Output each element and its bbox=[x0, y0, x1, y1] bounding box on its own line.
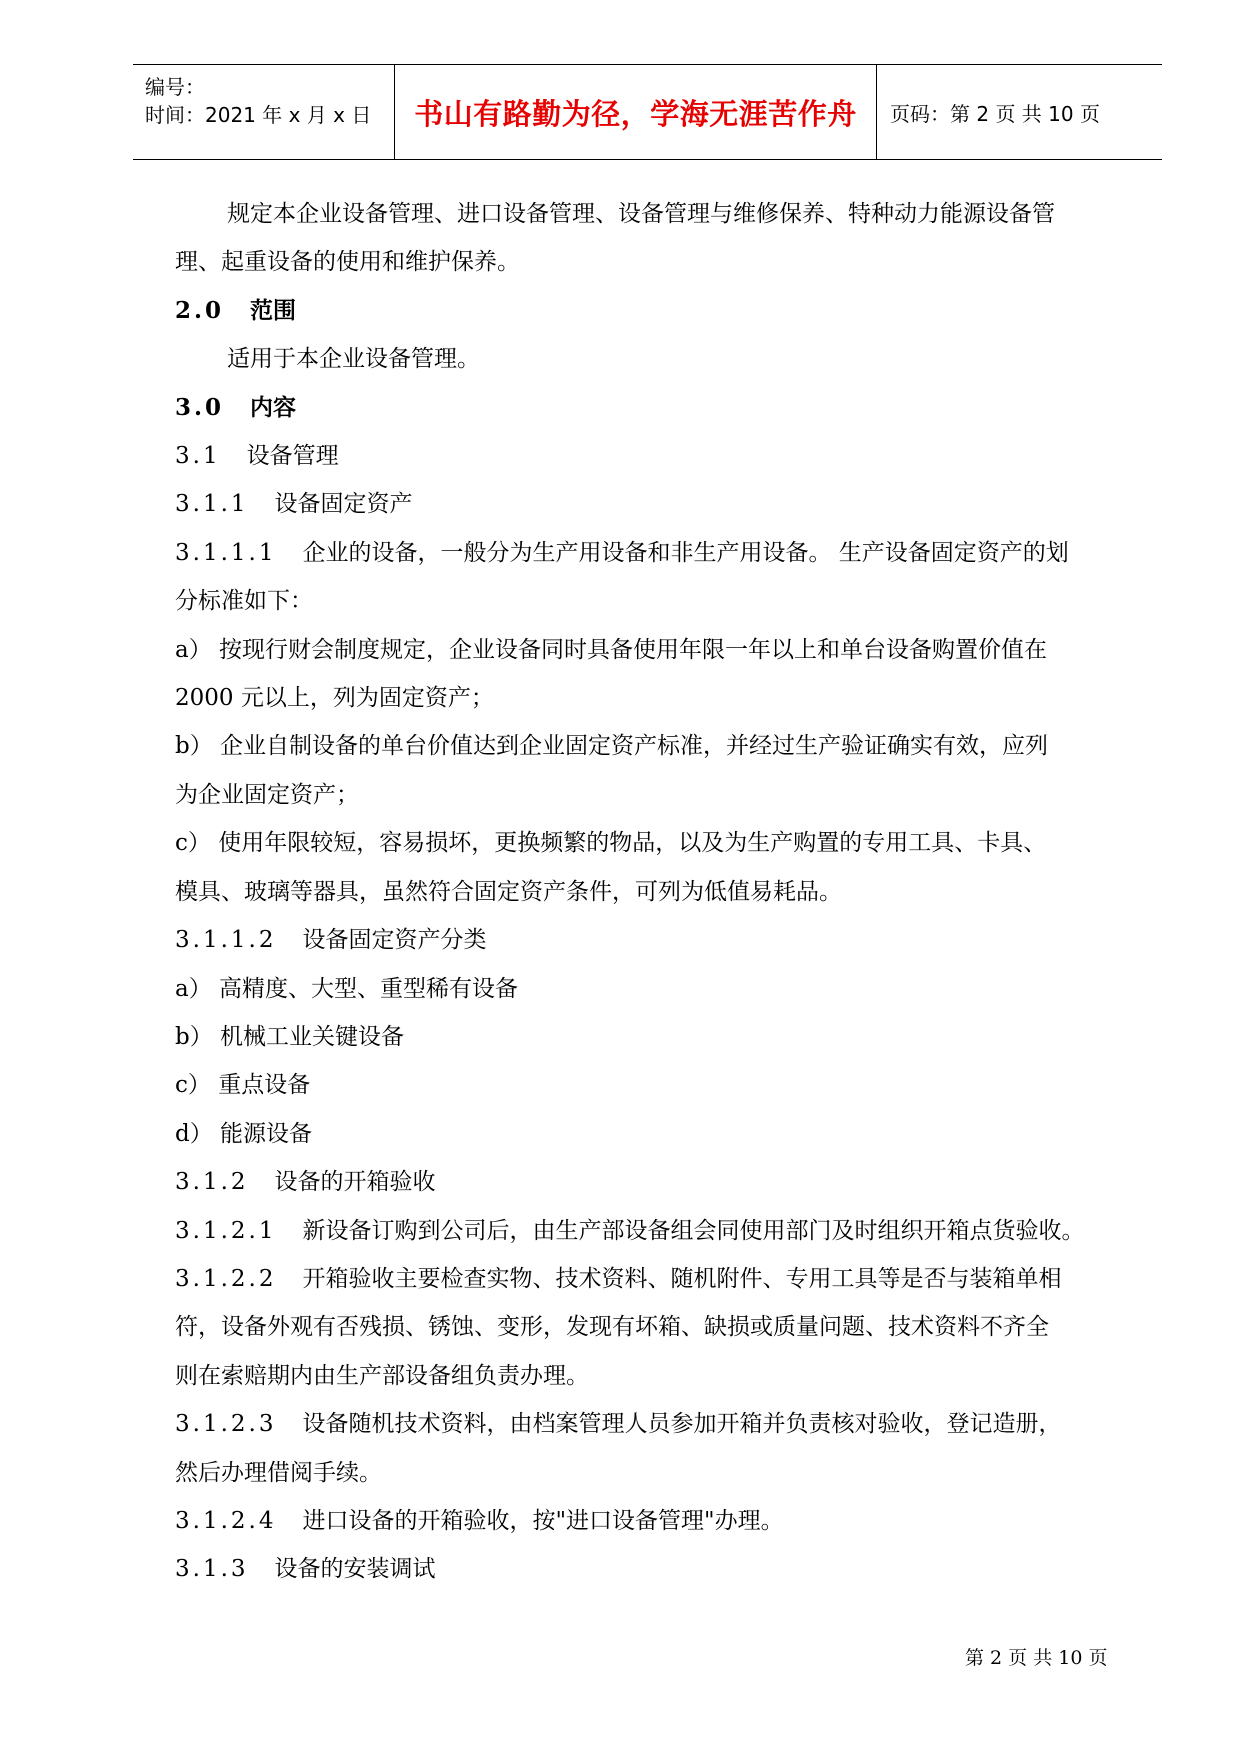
header-meta-cell bbox=[133, 65, 395, 159]
section-heading-content bbox=[175, 384, 1135, 432]
clause-number: 3.1.2.3 bbox=[175, 1411, 277, 1438]
clause-line bbox=[175, 1400, 1135, 1448]
clause-number: 3.1.1.2 bbox=[175, 927, 277, 954]
clause-line bbox=[175, 1255, 1135, 1303]
section-title: 设备管理 bbox=[246, 443, 339, 470]
paragraph-line: 规定本企业设备管理、进口设备管理、设备管理与维修保养、特种动力能源设备管 bbox=[227, 201, 1055, 227]
paragraph-line: 理、起重设备的使用和维护保养。 bbox=[175, 249, 520, 276]
document-number-label: 编号： bbox=[145, 75, 205, 99]
paragraph-line: 模具、玻璃等器具，虽然符合固定资产条件，可列为低值易耗品。 bbox=[175, 878, 842, 905]
section-number: 3.1.3 bbox=[175, 1556, 249, 1583]
section-number: 2.0 bbox=[175, 296, 225, 324]
header-page-cell bbox=[877, 65, 1162, 159]
paragraph-line: 适用于本企业设备管理。 bbox=[227, 346, 480, 373]
clause-number: 3.1.2.2 bbox=[175, 1265, 277, 1292]
list-item: b） 企业自制设备的单台价值达到企业固定资产标准，并经过生产验证确实有效，应列 bbox=[175, 733, 1049, 760]
paragraph-line: 则在索赔期内由生产部设备组负责办理。 bbox=[175, 1362, 589, 1389]
section-title: 范围 bbox=[250, 296, 297, 324]
list-item: d） 能源设备 bbox=[175, 1120, 313, 1147]
clause-text: 新设备订购到公司后，由生产部设备组会同使用部门及时组织开箱点货验收。 bbox=[302, 1217, 1085, 1244]
clause-line bbox=[175, 1497, 1135, 1545]
clause-line bbox=[175, 916, 1135, 964]
document-time-label: 时间：2021 年 x 月 x 日 bbox=[145, 103, 372, 127]
list-item: b） 机械工业关键设备 bbox=[175, 1023, 405, 1050]
page-header bbox=[133, 64, 1162, 160]
page-footer: 第 2 页 共 10 页 bbox=[965, 1647, 1108, 1669]
clause-line bbox=[175, 529, 1135, 577]
list-item: c） 重点设备 bbox=[175, 1072, 311, 1099]
paragraph-line: 然后办理借阅手续。 bbox=[175, 1459, 382, 1486]
clause-number: 3.1.1.1 bbox=[175, 539, 277, 566]
paragraph-line: 符，设备外观有否残损、锈蚀、变形，发现有坏箱、缺损或质量问题、技术资料不齐全 bbox=[175, 1314, 1049, 1341]
clause-line bbox=[175, 1207, 1135, 1255]
header-motto: 书山有路勤为径，学海无涯苦作舟 bbox=[414, 96, 857, 131]
clause-number: 3.1.2.4 bbox=[175, 1507, 277, 1534]
paragraph-line: 为企业固定资产； bbox=[175, 781, 359, 808]
section-number: 3.1 bbox=[175, 443, 221, 470]
clause-text: 开箱验收主要检查实物、技术资料、随机附件、专用工具等是否与装箱单相 bbox=[302, 1265, 1062, 1292]
list-item: a） 按现行财会制度规定，企业设备同时具备使用年限一年以上和单台设备购置价值在 bbox=[175, 636, 1048, 663]
subsection-heading bbox=[175, 1545, 1135, 1593]
header-motto-cell bbox=[395, 65, 877, 159]
section-title: 设备的安装调试 bbox=[274, 1556, 436, 1583]
clause-text: 设备随机技术资料，由档案管理人员参加开箱并负责核对验收，登记造册， bbox=[302, 1411, 1062, 1438]
clause-text: 企业的设备，一般分为生产用设备和非生产用设备。 生产设备固定资产的划 bbox=[302, 539, 1069, 566]
section-title: 设备的开箱验收 bbox=[274, 1169, 436, 1196]
subsection-heading bbox=[175, 432, 1135, 480]
list-item: a） 高精度、大型、重型稀有设备 bbox=[175, 975, 519, 1002]
clause-text: 进口设备的开箱验收，按"进口设备管理"办理。 bbox=[302, 1507, 784, 1534]
section-number: 3.1.2 bbox=[175, 1169, 249, 1196]
section-number: 3.0 bbox=[175, 393, 225, 421]
clause-text: 设备固定资产分类 bbox=[302, 927, 487, 954]
section-number: 3.1.1 bbox=[175, 491, 249, 518]
list-item: c） 使用年限较短，容易损坏，更换频繁的物品，以及为生产购置的专用工具、卡具、 bbox=[175, 830, 1047, 857]
document-body bbox=[175, 190, 1135, 1594]
header-page-code: 页码：第 2 页 共 10 页 bbox=[890, 101, 1100, 126]
subsection-heading bbox=[175, 1158, 1135, 1206]
clause-number: 3.1.2.1 bbox=[175, 1217, 277, 1244]
paragraph-line: 2000 元以上，列为固定资产； bbox=[175, 685, 494, 712]
section-title: 内容 bbox=[250, 393, 297, 421]
section-heading-scope bbox=[175, 287, 1135, 335]
paragraph-line: 分标准如下： bbox=[175, 588, 313, 615]
subsection-heading bbox=[175, 480, 1135, 528]
section-title: 设备固定资产 bbox=[274, 491, 413, 518]
